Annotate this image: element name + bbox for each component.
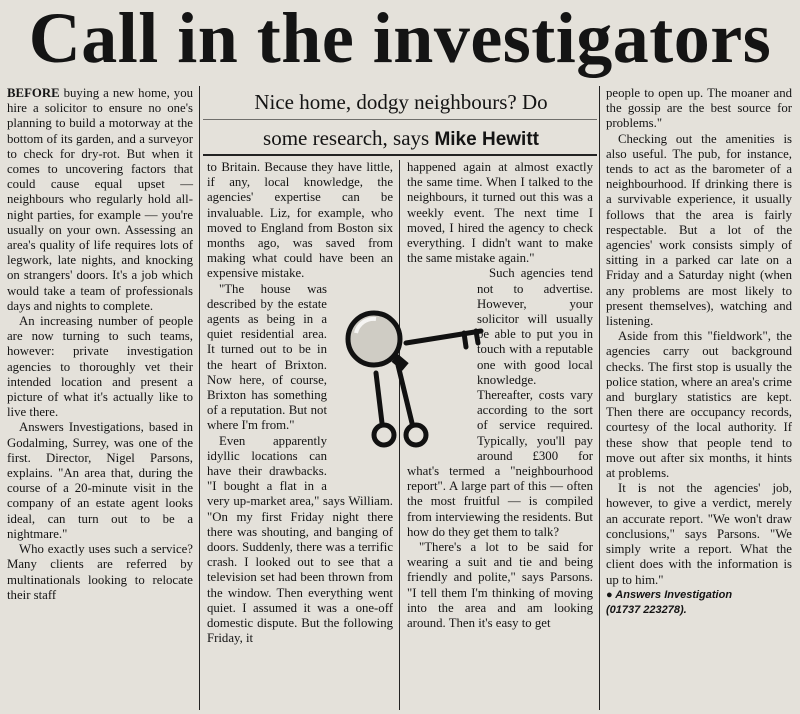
standfirst-says: some research, says	[263, 126, 430, 150]
paragraph: to Britain. Because they have little, if any, local knowledge, the agencies' expertise can be invaluable. Liz, for example, who moved to England from Boston six months ago, was saved from making what could have been an expensive mistake.	[207, 160, 393, 281]
paragraph: Who exactly uses such a service? Many clients are referred by multinationals looking to relocate their staff	[7, 542, 193, 602]
lead-word: BEFORE	[7, 86, 60, 100]
paragraph-text: buying a new home, you hire a solicitor to ensure no one's planning to build a motorway at the bottom of its garden, and a surveyor to check for dry-rot. But when it comes to uncovering factors that could cause equal upset — neighbours who regularly hold all-night parties, for example — you're usually on your own. Assessing an area's quality of life requires lots of legwork, late nights, and knocking on strangers' doors. It's a job which would take a team of professionals days and nights to complete.	[7, 86, 193, 313]
paragraph: Such agencies tend not to advertise. However, your solicitor will usually be able to put you in touch with a reputable one with good local knowledge. Thereafter, costs vary according to the sort of service required. Typically, you'll pay around £300 for what's termed a "neighbourhood report". A large part of this — often the most fruitful — is compiled from interviewing the residents. But how do they get them to talk?	[407, 266, 593, 539]
column-rule-3	[599, 86, 600, 710]
standfirst-line-1: Nice home, dodgy neighbours? Do	[254, 90, 548, 114]
standfirst	[207, 84, 595, 158]
credit-name: Answers Investigation	[615, 588, 733, 601]
paragraph: Aside from this "fieldwork", the agencies carry out background checks. The first stop is usually the police station, where an area's crime and burglary statistics are kept. Then there are occupancy records, courtesy of the local authority. If these show that people tend to move out after six months, it hints at problems.	[606, 329, 792, 481]
paragraph: "The house was described by the estate agents as being in a quiet residential area. It turned out to be in the heart of Brixton. Now here, of course, Brixton has something of a reputation. But not where I'm from."	[207, 281, 327, 433]
paragraph: Checking out the amenities is also useful. The pub, for instance, tends to act as the barometer of a neighbourhood. If drinking there is a survivable experience, it usually follows that the area is fairly respectable. But a lot of the agencies' work consists simply of sitting in a parked car late on a Friday and a Saturday night (when any problems are most likely to present themselves), watching and listening.	[606, 131, 792, 329]
headline: Call in the investigators	[28, 0, 772, 78]
paragraph: It is not the agencies' job, however, to give a verdict, merely an accurate report. "We won't draw conclusions," says Parsons. "We simply write a report. What the client does with the information is up to him."	[606, 481, 792, 587]
column-rule-1	[199, 86, 200, 710]
paragraph: An increasing number of people are now turning to such teams, however: private investigation agencies to thoroughly vet their intended location and present a picture of what it's actually like to live there.	[7, 314, 193, 420]
credit: ● Answers Investigation (01737 223278).	[606, 588, 733, 616]
paragraph: people to open up. The moaner and the gossip are the best source for problems."	[606, 86, 792, 131]
paragraph: happened again at almost exactly the same time. When I talked to the neighbours, it turned out this was a weekly event. The next time I moved, I hired the agency to check everything. I didn't want to make the same mistake again."	[407, 160, 593, 266]
column-4	[606, 86, 792, 618]
paragraph	[7, 86, 193, 314]
credit-phone: (01737 223278).	[606, 603, 687, 616]
magnifier-icon	[348, 313, 409, 371]
paragraph: Answers Investigations, based in Godalming, Surrey, was one of the first. Director, Nigel Parsons, explains. "An area that, during the course of a 20-minute visit in the company of an estate agent looks ideal, can turn out to be a nightmare."	[7, 420, 193, 541]
magnifier-keys-illustration	[336, 303, 486, 463]
paragraph: Even apparently idyllic locations can have their drawbacks. "I bought a flat in a very up-market area," says William. "On my first Friday night there there was shouting, and banging of doors. Suddenly, there was a terrific crash. I looked out to see that a television set had been thrown from the window. Then everything went quiet. I assumed it was a one-off domestic dispute. But the following Friday, it	[207, 433, 393, 646]
column-1	[7, 86, 193, 603]
paragraph: "There's a lot to be said for wearing a suit and tie and being friendly and polite," says Parsons. "I tell them I'm thinking of moving into the area and am looking around. Then it's easy to get	[407, 540, 593, 631]
standfirst-line-2	[207, 120, 595, 158]
byline: Mike Hewitt	[434, 129, 539, 150]
